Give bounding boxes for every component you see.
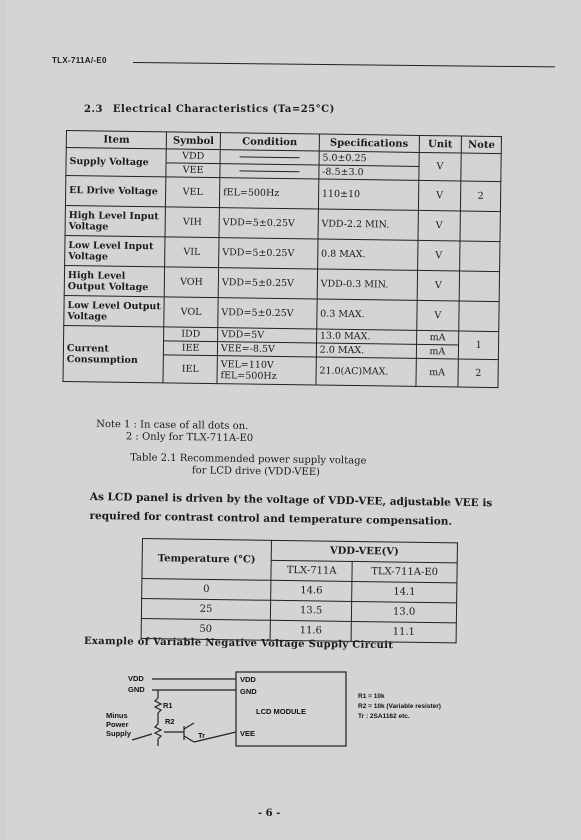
r1-label: R1 (163, 701, 173, 710)
col-header-condition: Condition (220, 133, 319, 151)
condition-cell: VEE=-8.5V (217, 342, 316, 357)
unit-cell: mA (416, 330, 459, 345)
tr-emitter (184, 736, 194, 742)
unit-cell: V (418, 210, 461, 241)
spec-cell: 5.0±0.25 (319, 151, 419, 166)
condition-line: VEL=110V (220, 358, 274, 371)
module-vee-label: VEE (240, 729, 256, 738)
vdd-label: VDD (128, 674, 144, 683)
unit-cell: mA (416, 358, 459, 387)
symbol-cell: VDD (166, 149, 220, 164)
tr-collector (184, 723, 194, 729)
condition-cell: VDD=5±0.25V (219, 238, 318, 269)
spec-cell: 110±10 (318, 179, 418, 210)
col-header-item: Item (66, 131, 166, 149)
spec-cell: 0.8 MAX. (317, 239, 417, 270)
r1-resistor (155, 698, 161, 713)
module-name: LCD MODULE (256, 707, 306, 716)
symbol-cell: VEE (166, 163, 220, 178)
spec-cell: VDD-2.2 MIN. (318, 209, 418, 240)
note-cell (459, 301, 499, 332)
example-title: Example of Variable Negative Voltage Supply Circuit (83, 635, 394, 652)
symbol-cell: IEL (163, 355, 217, 384)
condition-cell (220, 150, 319, 165)
condition-cell: VDD=5V (218, 328, 317, 343)
unit-cell: V (418, 152, 461, 181)
condition-line: fEL=500Hz (220, 369, 277, 382)
minus-label: Minus (106, 711, 128, 720)
condition-cell (217, 356, 316, 385)
col-header-tlx711a-e0: TLX-711A-E0 (352, 561, 457, 582)
item-cell: Low Level Input Voltage (65, 235, 166, 266)
table-header-row (142, 539, 457, 563)
col-header-symbol: Symbol (166, 132, 220, 150)
condition-cell (220, 164, 319, 179)
spec-cell: 21.0(AC)MAX. (316, 357, 416, 386)
legend-tr: Tr : 2SA1162 etc. (358, 713, 410, 720)
electrical-characteristics-table (62, 130, 501, 388)
symbol-cell: VIL (165, 237, 219, 268)
note-cell (461, 153, 501, 182)
caption-line: for LCD drive (VDD-VEE) (191, 465, 321, 479)
note-cell: 2 (458, 359, 498, 388)
symbol-cell: VIH (165, 207, 219, 238)
unit-cell: mA (416, 344, 459, 359)
module-vdd-label: VDD (240, 675, 256, 684)
condition-cell: VDD=5±0.25V (219, 208, 318, 239)
note-2: 2 : Only for TLX-711A-E0 (125, 431, 254, 445)
power-label: Power (106, 720, 129, 729)
r2-label: R2 (165, 717, 175, 726)
supply-label: Supply (106, 729, 132, 738)
col-header-unit: Unit (419, 135, 462, 153)
item-cell: High Level Output Voltage (64, 265, 165, 296)
circuit-diagram (102, 666, 482, 756)
section-heading (84, 104, 335, 115)
symbol-cell: IDD (164, 327, 218, 342)
wiper-arrow (132, 734, 152, 740)
item-cell: Low Level Output Voltage (64, 295, 165, 326)
unit-cell: V (416, 300, 459, 331)
section-title: Electrical Characteristics (Ta=25°C) (112, 104, 335, 115)
temperature-cell: 0 (142, 579, 271, 601)
spec-cell: 2.0 MAX. (316, 343, 416, 358)
spec-cell: 0.3 MAX. (317, 299, 417, 330)
symbol-cell: VOH (164, 267, 218, 298)
note-cell: 1 (459, 331, 499, 360)
document-header: TLX-711A/-E0 (52, 56, 107, 65)
condition-cell: VDD=5±0.25V (218, 268, 317, 299)
unit-cell: V (417, 240, 460, 271)
gnd-label: GND (128, 685, 145, 694)
module-gnd-label: GND (240, 687, 257, 696)
note-cell: 2 (461, 181, 501, 212)
item-cell: Current Consumption (63, 325, 164, 382)
table-notes (96, 419, 254, 445)
dash-line (239, 170, 299, 172)
symbol-cell: IEE (164, 341, 218, 356)
note-1: Note 1 : In case of all dots on. (96, 418, 249, 433)
tr-label: Tr (198, 731, 206, 740)
col-header-tlx711a: TLX-711A (271, 560, 352, 581)
temperature-cell: 25 (141, 599, 270, 621)
col-header-note: Note (461, 136, 501, 154)
unit-cell: V (418, 180, 461, 211)
voltage-group-header: VDD-VEE(V) (271, 540, 457, 563)
spec-cell: 13.0 MAX. (316, 329, 416, 344)
legend-r2: R2 = 10k (Variable resister) (358, 703, 441, 710)
dash-line (240, 156, 300, 158)
value-cell: 11.1 (351, 621, 456, 642)
col-header-specifications: Specifications (319, 134, 419, 152)
note-cell (459, 271, 499, 302)
body-paragraph: As LCD panel is driven by the voltage of VDD-VEE, adjustable VEE is required for contrast control and temperature compensation. (89, 490, 493, 528)
note-cell (460, 241, 500, 272)
spec-cell: -8.5±3.0 (319, 165, 419, 180)
caption-line: Table 2.1 Recommended power supply voltage (130, 452, 367, 467)
note-cell (460, 211, 500, 242)
value-cell: 13.0 (352, 601, 457, 622)
legend-r1: R1 = 10k (358, 693, 385, 700)
section-number: 2.3 (84, 104, 103, 115)
item-cell: EL Drive Voltage (65, 176, 166, 207)
unit-cell: V (417, 270, 460, 301)
value-cell: 14.1 (352, 581, 457, 602)
value-cell: 13.5 (270, 600, 351, 621)
table-caption (130, 452, 367, 479)
condition-cell: fEL=500Hz (219, 178, 318, 209)
spec-cell: VDD-0.3 MIN. (317, 269, 417, 300)
value-cell: 14.6 (271, 580, 352, 601)
supply-voltage-table (141, 538, 458, 643)
page-number: - 6 - (258, 808, 281, 819)
item-cell: High Level Input Voltage (65, 205, 166, 236)
temperature-header: Temperature (°C) (142, 539, 272, 581)
symbol-cell: VEL (166, 177, 220, 208)
symbol-cell: VOL (164, 297, 218, 328)
condition-cell: VDD=5±0.25V (218, 298, 317, 329)
item-cell: Supply Voltage (66, 148, 167, 177)
r2-resistor (155, 724, 161, 739)
temperature-cell: 50 (141, 618, 270, 640)
value-cell: 11.6 (270, 620, 351, 641)
